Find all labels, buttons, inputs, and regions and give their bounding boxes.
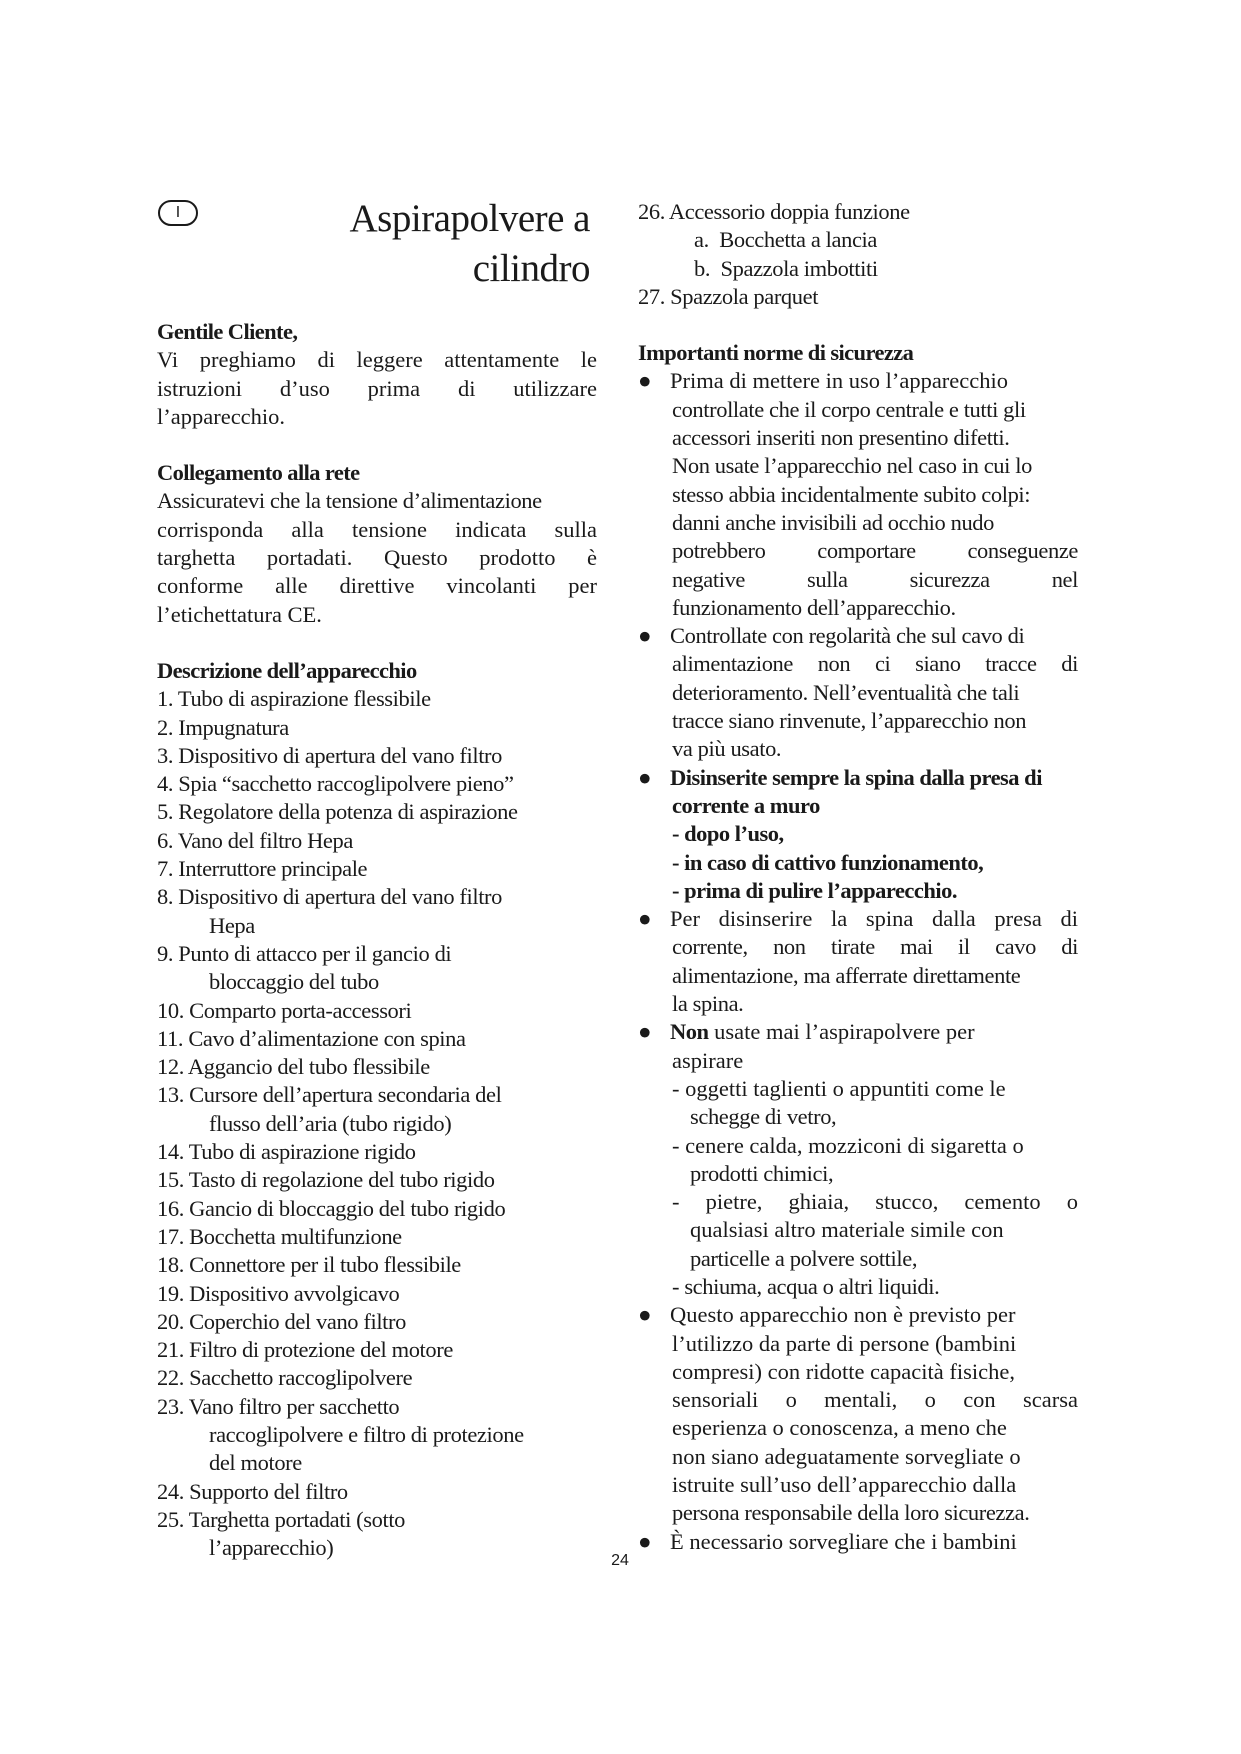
- parts-list: [157, 685, 597, 1562]
- list-subitem: a. Bocchetta a lancia: [694, 227, 877, 253]
- description-heading: Descrizione dell’apparecchio: [157, 657, 417, 683]
- text-line: esperienza o conoscenza, a meno che: [672, 1415, 1007, 1441]
- text-line: - cenere calda, mozziconi di sigaretta o: [672, 1132, 1024, 1158]
- list-item: 12. Aggancio del tubo flessibile: [157, 1054, 430, 1080]
- text-line: schegge di vetro,: [690, 1104, 837, 1130]
- text-line: negative sulla sicurezza nel: [672, 566, 1078, 592]
- bullet-body: [638, 792, 1078, 905]
- list-item: 17. Bocchetta multifunzione: [157, 1223, 402, 1249]
- text-line: accessori inseriti non presentino difetti.: [672, 425, 1010, 451]
- right-column: [638, 198, 1078, 1556]
- connection-heading: Collegamento alla rete: [157, 460, 360, 486]
- text-line: prodotti chimici,: [690, 1160, 834, 1186]
- list-item: 21. Filtro di protezione del motore: [157, 1337, 453, 1363]
- list-item: 27. Spazzola parquet: [638, 283, 819, 309]
- text-line: Questo apparecchio non è previsto per: [670, 1302, 1016, 1328]
- text-line: Per disinserire la spina dalla presa di: [670, 906, 1078, 932]
- text-line: Assicuratevi che la tensione d’alimentazione: [157, 488, 542, 514]
- left-column: [157, 318, 597, 1562]
- text-line: corrente, non tirate mai il cavo di: [672, 934, 1078, 960]
- safety-bullet: [638, 1528, 1078, 1556]
- safety-heading: Importanti norme di sicurezza: [638, 340, 914, 366]
- text-line: - in caso di cattivo funzionamento,: [672, 849, 984, 875]
- bullet-body: [638, 1330, 1078, 1528]
- connection-paragraph: [157, 487, 597, 628]
- text-line: danni anche invisibili ad occhio nudo: [672, 509, 994, 535]
- text-line: l’apparecchio.: [157, 403, 286, 429]
- text-line: istruzioni d’uso prima di utilizzare: [157, 375, 597, 401]
- text-line: l’etichettatura CE.: [157, 601, 322, 627]
- list-item-continuation: flusso dell’aria (tubo rigido): [209, 1110, 452, 1136]
- greeting-heading: Gentile Cliente,: [157, 319, 298, 344]
- text-line: aspirare: [672, 1047, 744, 1073]
- list-item-continuation: raccoglipolvere e filtro di protezione: [209, 1421, 524, 1447]
- bullet-icon: ●: [638, 906, 652, 932]
- text-line: controllate che il corpo centrale e tutti gli: [672, 396, 1026, 422]
- text-line: È necessario sorvegliare che i bambini: [670, 1528, 1017, 1554]
- list-item: 16. Gancio di bloccaggio del tubo rigido: [157, 1195, 506, 1221]
- list-item-continuation: l’apparecchio): [209, 1535, 334, 1561]
- safety-bullet: [638, 622, 1078, 650]
- text-line: - pietre, ghiaia, stucco, cemento o: [672, 1189, 1078, 1215]
- list-item: 18. Connettore per il tubo flessibile: [157, 1252, 461, 1278]
- text-line: - dopo l’uso,: [672, 821, 784, 847]
- safety-bullet: [638, 367, 1078, 395]
- language-badge: I: [158, 200, 198, 226]
- text-line: - oggetti taglienti o appuntiti come le: [672, 1075, 1006, 1101]
- list-item: 20. Coperchio del vano filtro: [157, 1308, 406, 1334]
- list-item: 10. Comparto porta-accessori: [157, 997, 412, 1023]
- list-item: 11. Cavo d’alimentazione con spina: [157, 1025, 466, 1051]
- text-line: deterioramento. Nell’eventualità che tali: [672, 679, 1020, 705]
- list-item: 14. Tubo di aspirazione rigido: [157, 1139, 416, 1165]
- text-line: istruite sull’uso dell’apparecchio dalla: [672, 1472, 1017, 1498]
- page-number: 24: [611, 1552, 629, 1569]
- list-item: 9. Punto di attacco per il gancio di: [157, 940, 452, 966]
- safety-bullet: [638, 1301, 1078, 1329]
- list-item-continuation: Hepa: [209, 912, 255, 938]
- safety-bullet: [638, 764, 1078, 792]
- title-line-1: Aspirapolvere a: [349, 197, 590, 240]
- list-item: 22. Sacchetto raccoglipolvere: [157, 1365, 413, 1391]
- bullet-body: [638, 396, 1078, 622]
- list-item: 23. Vano filtro per sacchetto: [157, 1393, 400, 1419]
- text-line: funzionamento dell’apparecchio.: [672, 594, 956, 620]
- list-item: 13. Cursore dell’apertura secondaria del: [157, 1082, 502, 1108]
- list-item: 15. Tasto di regolazione del tubo rigido: [157, 1167, 495, 1193]
- list-item: 6. Vano del filtro Hepa: [157, 827, 353, 853]
- list-item: 19. Dispositivo avvolgicavo: [157, 1280, 400, 1306]
- bullet-icon: ●: [638, 1528, 652, 1554]
- bullet-icon: ●: [638, 368, 652, 394]
- list-item-continuation: del motore: [209, 1450, 302, 1476]
- text-line: qualsiasi altro materiale simile con: [690, 1217, 1004, 1243]
- title-line-2: cilindro: [472, 247, 590, 290]
- emphasis-text: Non: [670, 1019, 709, 1045]
- bullet-body: [638, 933, 1078, 1018]
- list-item: 2. Impugnatura: [157, 714, 289, 740]
- list-subitem: b. Spazzola imbottiti: [694, 255, 878, 281]
- text-line: corrente a muro: [672, 792, 820, 818]
- text-line: Vi preghiamo di leggere attentamente le: [157, 347, 597, 373]
- bullet-icon: ●: [638, 1302, 652, 1328]
- text-line: potrebbero comportare conseguenze: [672, 538, 1078, 564]
- list-item: 4. Spia “sacchetto raccoglipolvere pieno”: [157, 771, 514, 797]
- text-line: targhetta portadati. Questo prodotto è: [157, 545, 597, 571]
- text-line: tracce siano rinvenute, l’apparecchio non: [672, 708, 1027, 734]
- text-line: particelle a polvere sottile,: [690, 1245, 918, 1271]
- bullet-icon: ●: [638, 1019, 652, 1045]
- text-line: alimentazione, ma afferrate direttamente: [672, 962, 1021, 988]
- text-line: Prima di mettere in uso l’apparecchio: [670, 368, 1009, 394]
- text-line: stesso abbia incidentalmente subito colpi:: [672, 481, 1031, 507]
- text-line: Controllate con regolarità che sul cavo di: [670, 623, 1025, 649]
- list-item-continuation: bloccaggio del tubo: [209, 969, 379, 995]
- list-item: 7. Interruttore principale: [157, 856, 368, 882]
- text-line: - schiuma, acqua o altri liquidi.: [672, 1273, 940, 1299]
- safety-bullet: [638, 1018, 1078, 1046]
- list-item: 1. Tubo di aspirazione flessibile: [157, 686, 431, 712]
- bullet-icon: ●: [638, 764, 652, 790]
- list-item: 3. Dispositivo di apertura del vano filtro: [157, 742, 503, 768]
- page-title: [300, 194, 590, 294]
- text-line: la spina.: [672, 991, 744, 1017]
- text-line: persona responsabile della loro sicurezza.: [672, 1500, 1030, 1526]
- intro-paragraph: [157, 346, 597, 431]
- list-item: 5. Regolatore della potenza di aspirazione: [157, 799, 518, 825]
- text-line: non siano adeguatamente sorvegliate o: [672, 1443, 1021, 1469]
- list-item: 25. Targhetta portadati (sotto: [157, 1506, 406, 1532]
- text-line: conforme alle direttive vincolanti per: [157, 573, 597, 599]
- text-line: Non usate l’apparecchio nel caso in cui lo: [672, 453, 1032, 479]
- text-line: corrisponda alla tensione indicata sulla: [157, 516, 597, 542]
- bullet-body: [638, 1047, 1078, 1302]
- text-line: sensoriali o mentali, o con scarsa: [672, 1387, 1078, 1413]
- text-line: va più usato.: [672, 736, 782, 762]
- text-line: - prima di pulire l’apparecchio.: [672, 877, 958, 903]
- text-line: alimentazione non ci siano tracce di: [672, 651, 1078, 677]
- text-line: Disinserite sempre la spina dalla presa di: [670, 764, 1042, 790]
- list-item: 8. Dispositivo di apertura del vano filtro: [157, 884, 503, 910]
- safety-bullet: [638, 905, 1078, 933]
- text-line: compresi) con ridotte capacità fisiche,: [672, 1358, 1015, 1384]
- list-item: 24. Supporto del filtro: [157, 1478, 348, 1504]
- text-line: l’utilizzo da parte di persone (bambini: [672, 1330, 1017, 1356]
- text-line: [670, 1018, 1078, 1046]
- bullet-icon: ●: [638, 623, 652, 649]
- bullet-body: [638, 650, 1078, 763]
- list-item: 26. Accessorio doppia funzione: [638, 199, 910, 224]
- text-span: usate mai l’aspirapolvere per: [708, 1019, 975, 1045]
